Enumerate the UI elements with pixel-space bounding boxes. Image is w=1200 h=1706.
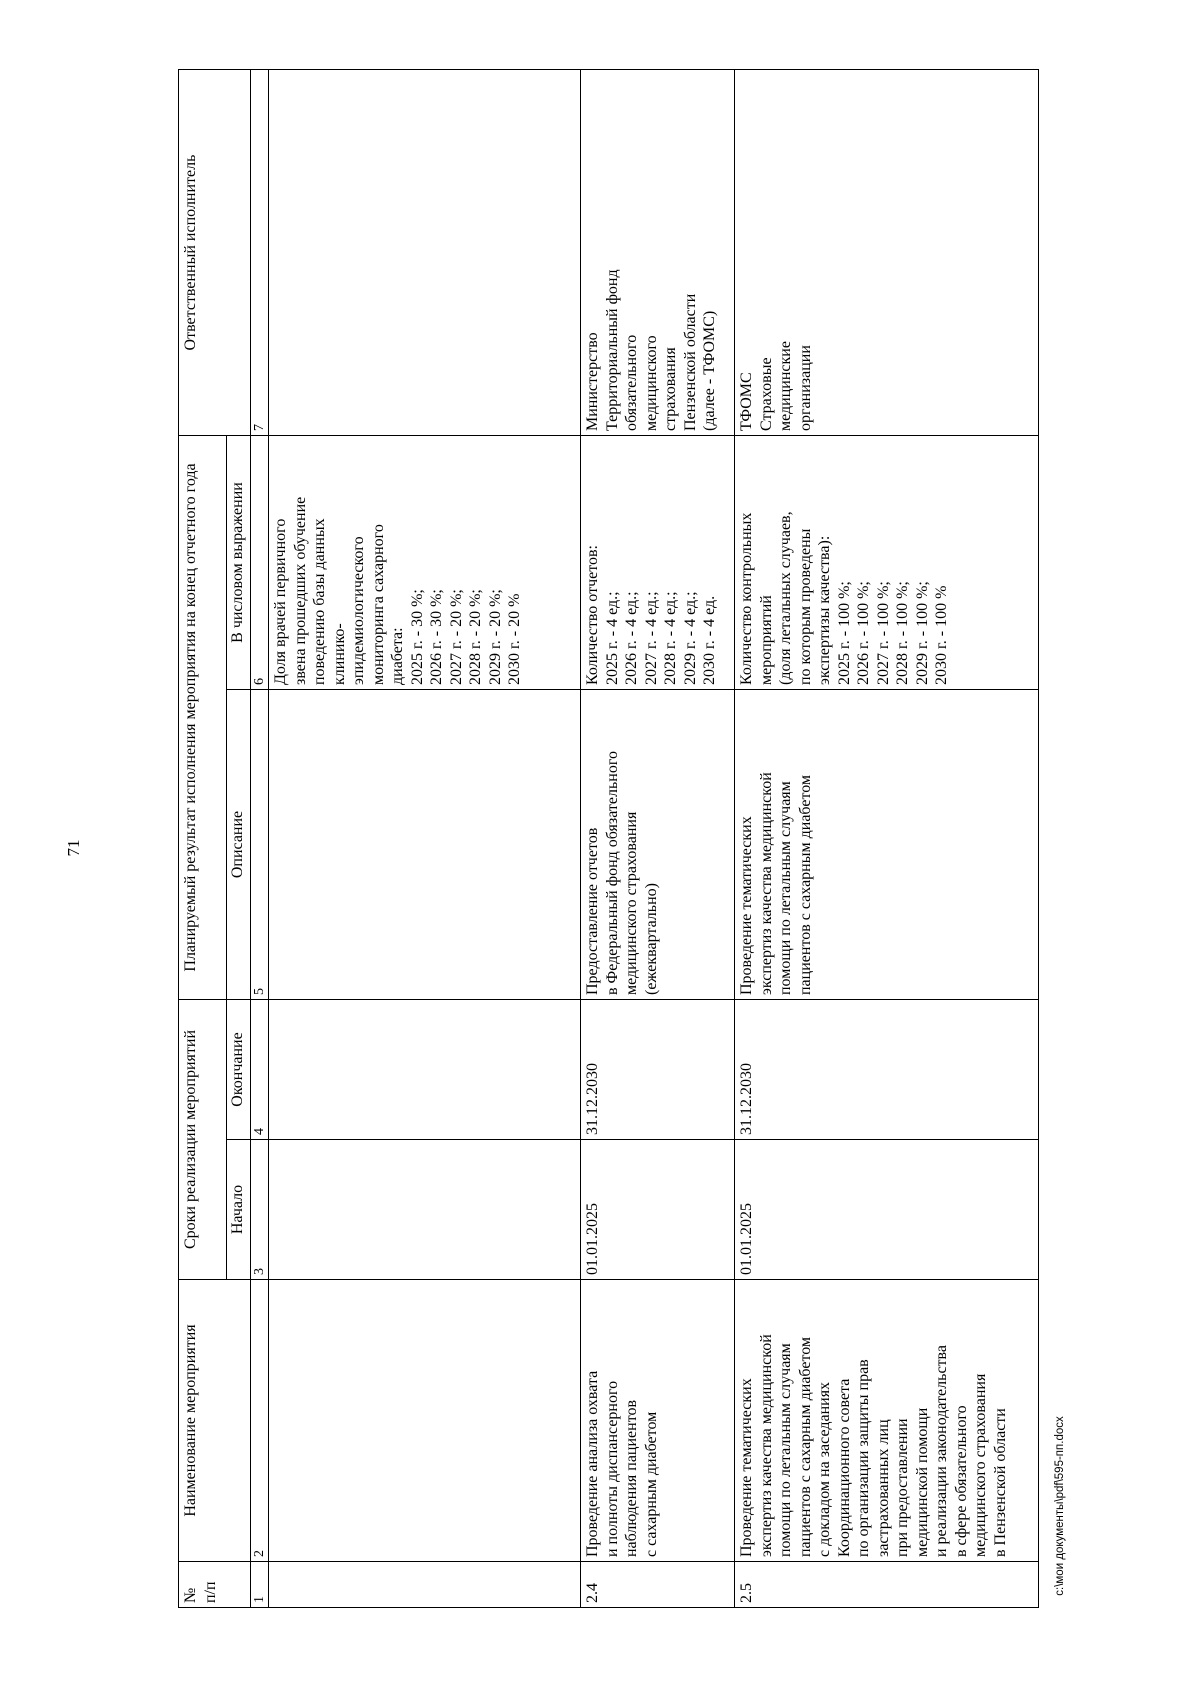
cell-line: Страховые <box>757 357 775 431</box>
header-name: Наименование мероприятия <box>179 1280 251 1562</box>
table-row-continued <box>269 70 581 1608</box>
cell-line: 2028 г. - 4 ед.; <box>662 591 679 685</box>
cell-line: Предоставление отчетов <box>584 827 601 995</box>
header-timing-start: Начало <box>227 1140 251 1280</box>
cell-line: 2030 г. - 4 ед. <box>701 595 718 685</box>
header-row <box>179 70 227 1608</box>
column-number: 2 <box>251 1280 269 1562</box>
cell-line: диабета: <box>389 627 406 685</box>
row-start: 01.01.2025 <box>581 1140 735 1280</box>
cell-line: страхования <box>662 347 679 431</box>
cell-line: экспертиз качества медицинской <box>757 1334 775 1557</box>
row-description <box>269 690 581 1000</box>
column-number: 4 <box>251 1000 269 1140</box>
cell-line: помощи по летальным случаям <box>777 781 794 995</box>
cell-line: медицинского страхования <box>623 811 640 995</box>
header-timing-end: Окончание <box>227 1000 251 1140</box>
row-description <box>735 690 1039 1000</box>
column-number-row <box>251 70 269 1608</box>
cell-line: пациентов с сахарным диабетом <box>796 774 814 995</box>
cell-line: застрахованных лиц <box>874 1419 892 1557</box>
row-description <box>581 690 735 1000</box>
cell-line: в сфере обязательного <box>952 1405 970 1557</box>
cell-line: Количество отчетов: <box>584 544 601 685</box>
cell-line: по которым проведены <box>796 528 814 685</box>
cell-line: Министерство <box>584 332 601 431</box>
cell-line: по организации защиты прав <box>855 1359 872 1557</box>
row-end <box>269 1000 581 1140</box>
cell-line: (далее - ТФОМС) <box>701 310 718 431</box>
cell-line: и реализации законодательства <box>933 1345 950 1557</box>
cell-line: поведению базы данных <box>311 518 328 685</box>
cell-line: Количество контрольных <box>738 512 755 685</box>
column-number: 5 <box>251 690 269 1000</box>
cell-line: при предоставлении <box>894 1418 911 1557</box>
cell-line: Территориальный фонд <box>603 269 621 431</box>
plan-table-container <box>178 70 1014 1608</box>
cell-line: ТФОМС <box>738 372 755 431</box>
cell-line: медицинского <box>642 335 660 431</box>
cell-line: в Пензенской области <box>991 1408 1009 1557</box>
cell-line: и полноты диспансерного <box>603 1380 621 1557</box>
cell-line: Проведение тематических <box>738 816 755 995</box>
row-start <box>269 1140 581 1280</box>
header-result: Планируемый результат исполнения мероприятия на конец отчетного года <box>179 436 227 1000</box>
row-responsible <box>735 70 1039 436</box>
page-number: 71 <box>64 839 83 857</box>
cell-line: Проведение анализа охвата <box>584 1370 601 1557</box>
cell-line: эпидемиологического <box>350 536 367 685</box>
header-num: № п/п <box>179 1562 251 1608</box>
column-number: 6 <box>251 436 269 690</box>
plan-table <box>178 69 1039 1608</box>
header-responsible: Ответственный исполнитель <box>179 70 251 436</box>
cell-line: 2027 г. - 20 %; <box>447 589 465 685</box>
cell-line: в Федеральный фонд обязательного <box>603 750 621 995</box>
row-end: 31.12.2030 <box>581 1000 735 1140</box>
column-number: 7 <box>251 70 269 436</box>
cell-line: мероприятий <box>757 595 775 685</box>
cell-line: 2025 г. - 4 ед.; <box>603 591 621 685</box>
row-num: 2.4 <box>581 1562 735 1608</box>
header-timing: Сроки реализации мероприятий <box>179 1000 227 1280</box>
row-numeric <box>581 436 735 690</box>
cell-line: 2029 г. - 100 %; <box>913 581 931 685</box>
cell-line: 2029 г. - 4 ед.; <box>681 591 699 685</box>
cell-line: (ежеквартально) <box>642 883 660 995</box>
cell-line: Координационного совета <box>835 1378 853 1557</box>
row-numeric <box>269 436 581 690</box>
cell-line: экспертиз качества медицинской <box>757 772 775 995</box>
cell-line: медицинские <box>777 341 794 431</box>
row-responsible <box>581 70 735 436</box>
cell-line: Доля врачей первичного <box>272 518 289 685</box>
cell-line: 2026 г. - 100 %; <box>855 581 872 685</box>
row-start: 01.01.2025 <box>735 1140 1039 1280</box>
row-numeric <box>735 436 1039 690</box>
cell-line: медицинской помощи <box>913 1407 931 1557</box>
cell-line: организации <box>796 345 814 431</box>
cell-line: помощи по летальным случаям <box>777 1343 794 1557</box>
header-result-description: Описание <box>227 690 251 1000</box>
cell-line: клинико- <box>330 623 348 685</box>
cell-line: Проведение тематических <box>738 1378 755 1557</box>
row-end: 31.12.2030 <box>735 1000 1039 1140</box>
row-name <box>581 1280 735 1562</box>
row-name <box>735 1280 1039 1562</box>
header-result-numeric: В числовом выражении <box>227 436 251 690</box>
cell-line: 2025 г. - 30 %; <box>408 589 426 685</box>
cell-line: звена прошедших обучение <box>291 496 309 685</box>
cell-line: Пензенской области <box>681 293 699 431</box>
row-name <box>269 1280 581 1562</box>
cell-line: 2028 г. - 100 %; <box>894 581 911 685</box>
table-row-2-5 <box>735 70 1039 1608</box>
cell-line: мониторинга сахарного <box>369 524 387 685</box>
cell-line: 2026 г. - 4 ед.; <box>623 591 640 685</box>
cell-line: обязательного <box>623 334 640 431</box>
cell-line: 2027 г. - 100 %; <box>874 581 892 685</box>
cell-line: с сахарным диабетом <box>642 1411 660 1557</box>
cell-line: наблюдения пациентов <box>623 1399 640 1557</box>
row-num <box>269 1562 581 1608</box>
cell-line: 2028 г. - 20 %; <box>467 589 484 685</box>
cell-line: 2026 г. - 30 %; <box>428 589 445 685</box>
cell-line: 2025 г. - 100 %; <box>835 581 853 685</box>
row-num: 2.5 <box>735 1562 1039 1608</box>
cell-line: 2030 г. - 100 % <box>933 585 950 685</box>
cell-line: с докладом на заседаниях <box>816 1381 833 1557</box>
cell-line: 2027 г. - 4 ед.; <box>642 591 660 685</box>
document-file-path: c:\мои документы\pdf\595-пп.docx <box>1054 1416 1066 1596</box>
cell-line: медицинского страхования <box>972 1373 989 1557</box>
column-number: 1 <box>251 1562 269 1608</box>
cell-line: (доля летальных случаев, <box>777 511 794 685</box>
cell-line: 2030 г. - 20 % <box>506 593 523 685</box>
cell-line: экспертизы качества): <box>816 535 833 685</box>
cell-line: 2029 г. - 20 %; <box>486 589 504 685</box>
table-row-2-4 <box>581 70 735 1608</box>
row-responsible <box>269 70 581 436</box>
cell-line: пациентов с сахарным диабетом <box>796 1336 814 1557</box>
column-number: 3 <box>251 1140 269 1280</box>
